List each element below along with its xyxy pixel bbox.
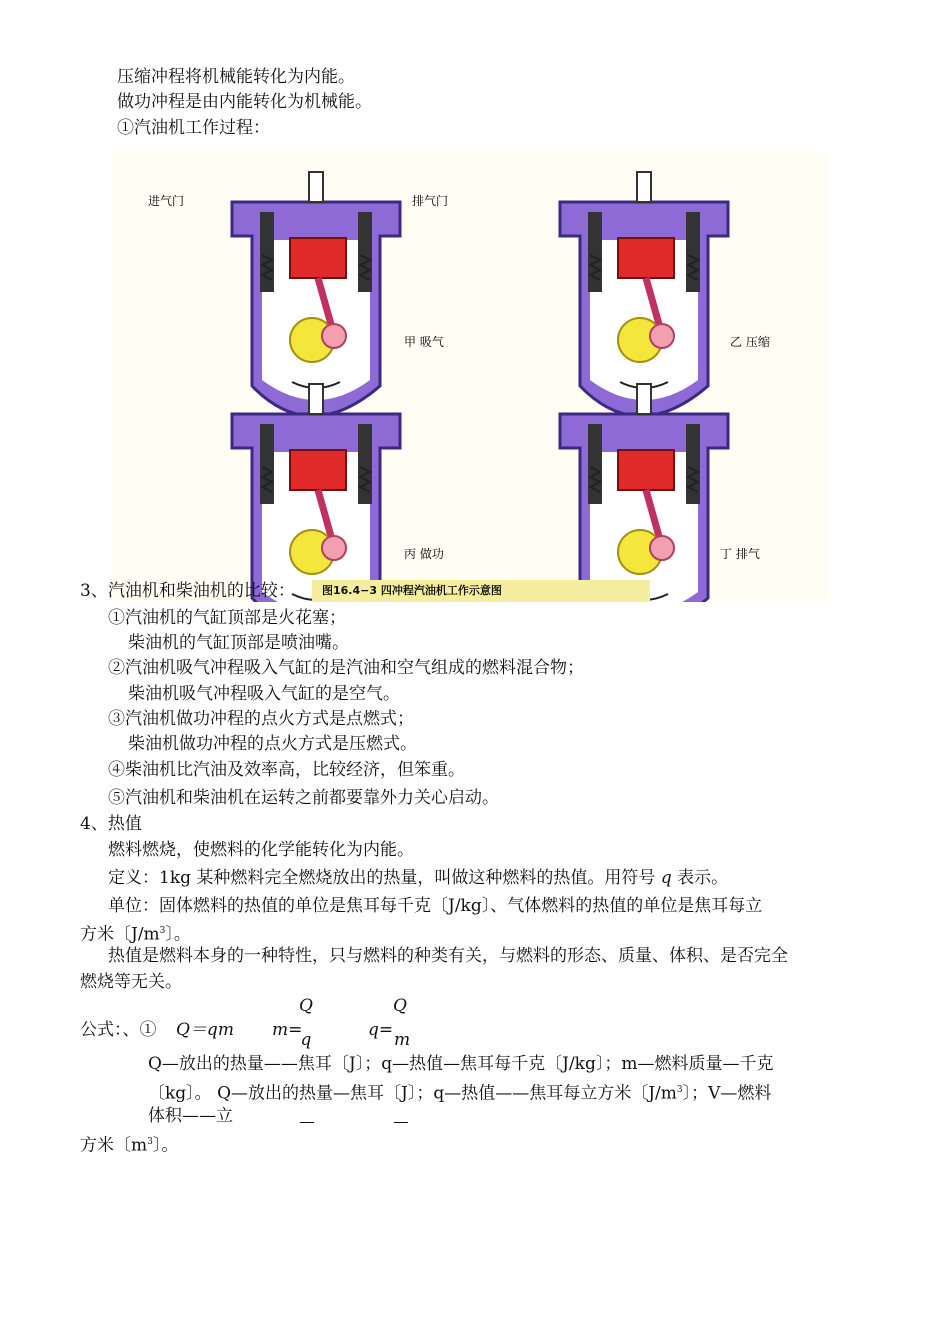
text-line: 柴油机的气缸顶部是喷油嘴。 [128, 633, 349, 653]
definition-end: 表示。 [677, 868, 729, 888]
engine-strokes-figure [112, 150, 828, 602]
superscript: 3 [159, 926, 166, 936]
text-line: 压缩冲程将机械能转化为内能。 [117, 67, 355, 87]
desc-text-end: 〕。 [152, 1135, 179, 1156]
desc-text: 方米〔m [80, 1135, 148, 1156]
text-line: ②汽油机吸气冲程吸入气缸的是汽油和空气组成的燃料混合物； [108, 658, 584, 678]
text-line [80, 1131, 178, 1157]
text-line: 热值是燃料本身的一种特性，只与燃料的种类有关，与燃料的形态、质量、体积、是否完全 [108, 946, 788, 966]
text-line: ⑤汽油机和柴油机在运转之前都要靠外力关心启动。 [108, 788, 499, 808]
label-intake-stroke: 甲 吸气 [404, 335, 444, 349]
text-line [80, 920, 191, 946]
label-intake-valve: 进气门 [148, 194, 185, 208]
section-heading: 4、热值 [80, 814, 142, 834]
text-line: 单位：固体燃料的热值的单位是焦耳每千克〔J/kg〕、气体燃料的热值的单位是焦耳每立 [108, 896, 763, 916]
text-line: 柴油机做功冲程的点火方式是压燃式。 [128, 734, 417, 754]
text-line: ④柴油机比汽油及效率高，比较经济，但笨重。 [108, 760, 465, 780]
text-line: 燃料燃烧，使燃料的化学能转化为内能。 [108, 840, 414, 860]
unit-text: 方米〔J/m [80, 924, 160, 945]
desc-text-end: 〕；V—燃料 [682, 1083, 772, 1104]
text-line: 燃烧等无关。 [80, 972, 182, 992]
text-line [148, 1079, 771, 1105]
superscript: 3 [147, 1137, 153, 1147]
text-line: Q—放出的热量——焦耳〔J〕；q—热值—焦耳每千克〔J/kg〕；m—燃料质量—千克 [148, 1054, 774, 1074]
fraction-bar [394, 1122, 408, 1123]
label-exhaust-stroke: 丁 排气 [720, 547, 760, 561]
label-power-stroke: 丙 做功 [404, 547, 444, 561]
text-line: ①汽油机的气缸顶部是火花塞； [108, 608, 346, 628]
formula-q-equals: q= [368, 1020, 394, 1040]
label-exhaust-valve: 排气门 [412, 194, 449, 208]
text-line: 柴油机吸气冲程吸入气缸的是空气。 [128, 684, 400, 704]
text-line: ①汽油机工作过程： [117, 118, 270, 138]
text-line: 体积——立 [148, 1106, 233, 1126]
engine-diagram-intake [232, 172, 400, 416]
fraction-numerator: Q [299, 996, 313, 1016]
desc-text: 〔kg〕。 Q—放出的热量—焦耳〔J〕；q—热值——焦耳每立方米〔J/m [148, 1083, 677, 1104]
formula-m-equals: m= [272, 1020, 303, 1040]
text-line: ③汽油机做功冲程的点火方式是点燃式； [108, 709, 414, 729]
label-compression-stroke: 乙 压缩 [730, 335, 770, 349]
text-line: 做功冲程是由内能转化为机械能。 [117, 92, 372, 112]
fraction-bar [300, 1122, 314, 1123]
definition-text: 定义：1kg 某种燃料完全燃烧放出的热量，叫做这种燃料的热值。用符号 [108, 868, 656, 888]
unit-text-end: 〕。 [165, 924, 191, 945]
definition-line [108, 867, 728, 889]
formula-label: 公式：、① [80, 1020, 157, 1040]
fraction-numerator: Q [393, 996, 407, 1016]
symbol-q: q [660, 868, 672, 888]
fraction-denominator: m [393, 1030, 411, 1050]
superscript: 3 [676, 1085, 683, 1095]
fraction-denominator: q [300, 1030, 312, 1050]
section-heading: 3、汽油机和柴油机的比较： [80, 581, 295, 601]
formula-q-equals-qm: Q＝qm [176, 1020, 234, 1040]
figure-caption: 图16.4−3 四冲程汽油机工作示意图 [312, 580, 650, 602]
